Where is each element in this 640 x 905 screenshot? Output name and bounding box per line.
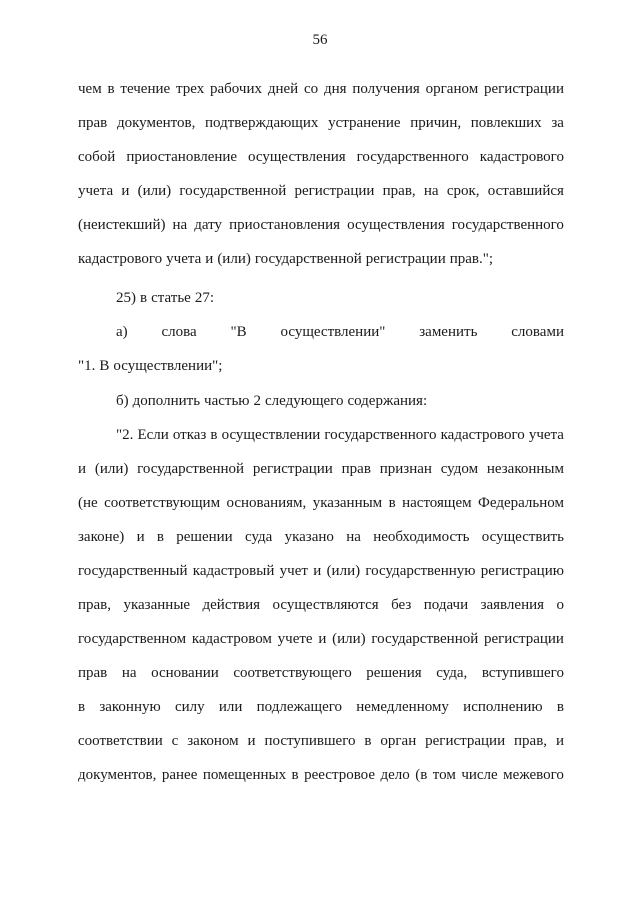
text-line: государственном кадастровом учете и (или) государственной регистрации [78,631,564,647]
text-line: и (или) государственной регистрации прав признан судом незаконным [78,461,564,477]
text-line: в законную силу или подлежащего немедленному исполнению в [78,699,564,715]
text-line: учета и (или) государственной регистрации прав, на срок, оставшийся [78,183,564,199]
text-line: "2. Если отказ в осуществлении государственного кадастрового учета [116,427,564,443]
text-line: (не соответствующим основаниям, указанным в настоящем Федеральном [78,495,564,511]
page-number: 56 [312,32,328,48]
text-line: (неистекший) на дату приостановления осуществления государственного [78,217,564,233]
text-line: б) дополнить частью 2 следующего содержания: [116,393,428,409]
text-line: документов, ранее помещенных в реестровое дело (в том числе межевого [78,767,564,783]
text-line: чем в течение трех рабочих дней со дня получения органом регистрации [78,81,564,97]
text-line: соответствии с законом и поступившего в орган регистрации прав, и [78,733,564,749]
text-line: собой приостановление осуществления государственного кадастрового [78,149,564,165]
text-line: государственный кадастровый учет и (или) государственную регистрацию [78,563,564,579]
text-line: прав документов, подтверждающих устранение причин, повлекших за [78,115,564,131]
text-line: законе) и в решении суда указано на необходимость осуществить [78,529,564,545]
text-line: 25) в статье 27: [116,290,214,306]
text-line: кадастрового учета и (или) государственной регистрации прав."; [78,251,494,267]
text-line: а) слова "В осуществлении" заменить словами [116,324,564,340]
text-line: "1. В осуществлении"; [78,358,223,374]
text-line: прав, указанные действия осуществляются без подачи заявления о [78,597,564,613]
text-line: прав на основании соответствующего решения суда, вступившего [78,665,564,681]
